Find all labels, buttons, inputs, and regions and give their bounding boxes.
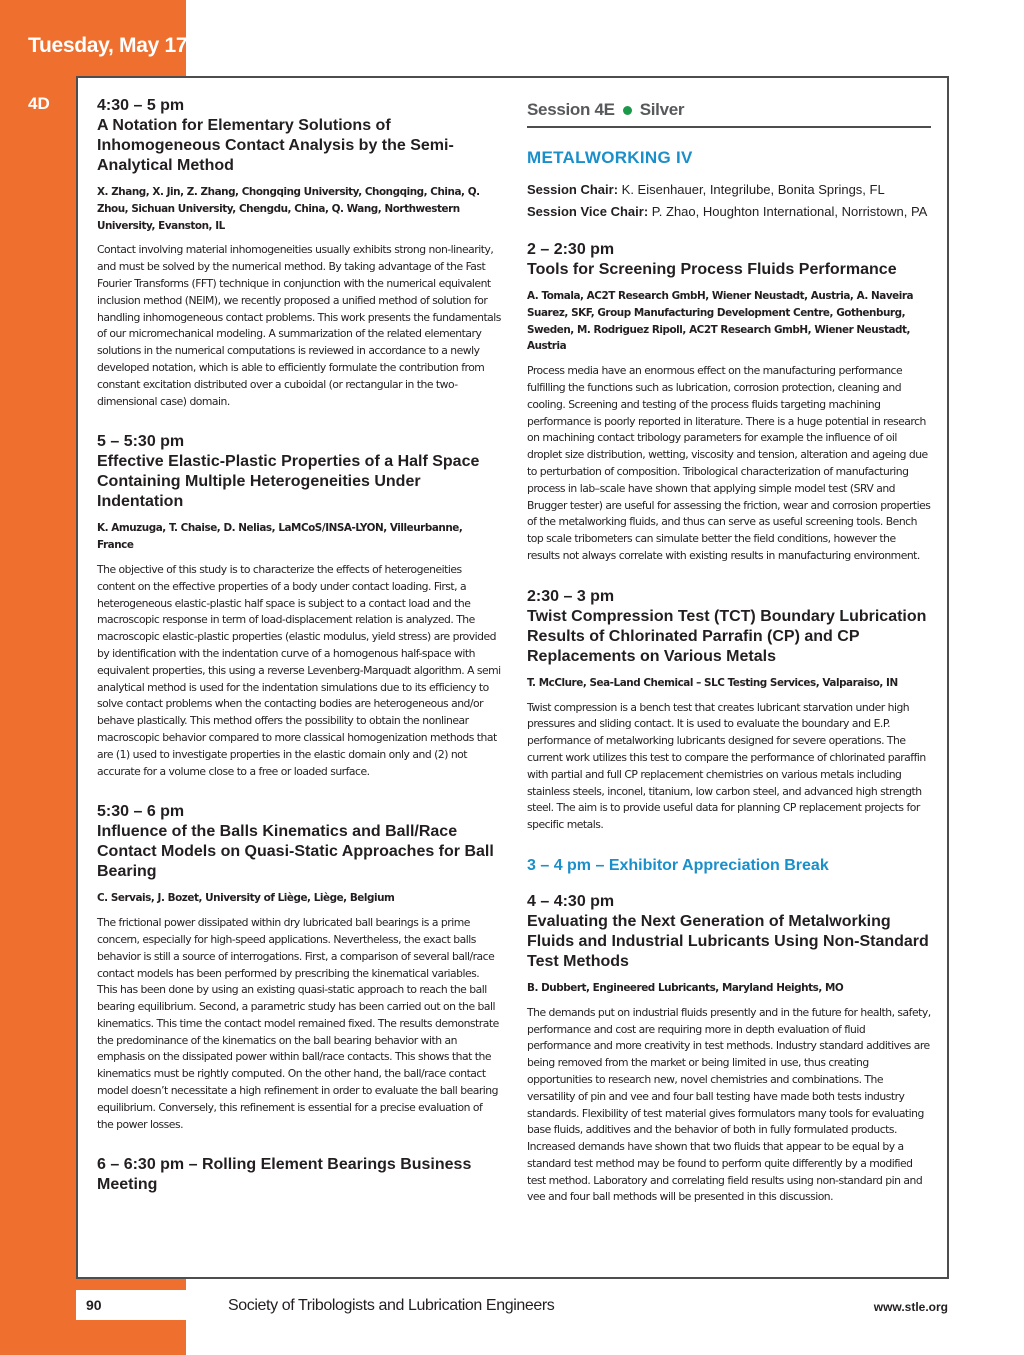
talk-item <box>97 432 501 780</box>
talk-title: Influence of the Balls Kinematics and Ball/Race Contact Models on Quasi-Static Approaches for Ball Bearing <box>97 823 494 881</box>
talk-title: Tools for Screening Process Fluids Performance <box>527 261 897 278</box>
talk-item <box>527 892 931 1206</box>
day-heading: Tuesday, May 17 <box>28 34 188 57</box>
talk-authors: C. Servais, J. Bozet, University of Liège, Liège, Belgium <box>97 892 395 905</box>
business-meeting: 6 – 6:30 pm – Rolling Element Bearings Business Meeting <box>97 1156 472 1194</box>
talk-abstract: Contact involving material inhomogeneities usually exhibits strong non-linearity, and must be solved by the numerical method. By taking advantage of the Fast Fourier Transforms (FFT) technique in conjunction with the numerical equivalent inclusion method (NEIM), we recently proposed a unified method of solution for handling inhomogeneous contact problems. This work presents the fundamentals of our micromechanical modeling. A summarization of the related elementary solutions in the numerical computations is reviewed in accordance to a newly developed notation, which is able to efficiently formulate the contribution from constant excitation distributed over a cuboidal (or rectangular in the two-dimensional case) domain. <box>97 243 501 408</box>
talk-item <box>97 802 501 1133</box>
talk-authors: T. McClure, Sea-Land Chemical – SLC Testing Services, Valparaiso, IN <box>527 676 898 689</box>
chair-label: Session Chair: <box>527 182 619 197</box>
session-code-label: 4D <box>28 94 50 113</box>
talk-abstract: Twist compression is a bench test that creates lubricant starvation under high pressures and sliding contact. It is used to evaluate the boundary and E.P. performance of metalworking lubricants designed for severe operations. The current work utilizes this test to compare the performance of chlorinated paraffin with partial and full CP replacement chemistries on various metals including stainless steels, inconel, titanium, low carbon steel, and advanced high strength steel. The aim is to provide useful data for planning CP replacement projects for specific metals. <box>527 700 926 832</box>
talk-item <box>97 96 501 410</box>
talk-title: Effective Elastic-Plastic Properties of a Half Space Containing Multiple Heterogeneities Under Indentation <box>97 453 480 511</box>
talk-item <box>527 587 931 834</box>
exhibitor-break: 3 – 4 pm – Exhibitor Appreciation Break <box>527 856 829 874</box>
talk-abstract: Process media have an enormous effect on the manufacturing performance fulfilling the functions such as lubrication, corrosion protection, cleaning and cooling. Screening and testing of the process fluids targeting machining performance is poorly reported in literature. There is a huge potential in research on machining contact tribology parameters for example the influence of oil droplet size distribution, wetting, viscosity and tension, alteration and ageing due to perturbation of composition. Tribological characterization of manufacturing process in lab–scale have shown that applying simple model test (SRV and Brugger tester) are useful for assessing the friction, wear and corrosion properties of the metalworking fluids, and thus can serve as useful screening tools. Bench top scale tribometers can simulate better the field conditions, however the results not always correlate with existing results in manufacturing environment. <box>527 364 931 562</box>
right-column <box>527 96 931 1228</box>
talk-time: 4 – 4:30 pm <box>527 892 615 910</box>
talk-abstract: The demands put on industrial fluids presently and in the future for health, safety, performance and cost are requiring more in depth evaluation of fluid performance and more creativity in test methods. Industry standard additives are being removed from the market or being limited in use, thus creating opportunities to research new, novel chemistries and combinations. The versatility of pin and vee and four ball testing have made both tests industry standards. Flexibility of test material gives formulators many tools for evaluating base fluids, additives and the behavior of both in fully formulated products. Increased demands have shown that two fluids that appear to be equal by a standard test method may be found to perform quite differently by a modified test method. Laboratory and correlating field results using non-standard pin and vee and four ball methods will be presented in this discussion. <box>527 1005 931 1204</box>
vice-chair-name: P. Zhao, Houghton International, Norristown, PA <box>651 204 928 219</box>
talk-authors: X. Zhang, X. Jin, Z. Zhang, Chongqing University, Chongqing, China, Q. Zhou, Sichuan University, Chengdu, China, Q. Wang, Northwestern University, Evanston, IL <box>97 186 480 232</box>
talk-title: Twist Compression Test (TCT) Boundary Lubrication Results of Chlorinated Parrafin (CP) and CP Replacements on Various Metals <box>527 607 927 665</box>
talk-authors: B. Dubbert, Engineered Lubricants, Maryland Heights, MO <box>527 981 844 994</box>
talk-time: 4:30 – 5 pm <box>97 97 185 114</box>
talk-title: Evaluating the Next Generation of Metalworking Fluids and Industrial Lubricants Using Non-Standard Test Methods <box>527 912 929 970</box>
footer-organization: Society of Tribologists and Lubrication Engineers <box>228 1297 555 1314</box>
session-vice-chair <box>527 204 931 220</box>
chair-name: K. Eisenhauer, Integrilube, Bonita Springs, FL <box>621 182 885 197</box>
room-name: Silver <box>639 100 685 119</box>
talk-time: 5 – 5:30 pm <box>97 433 185 451</box>
vice-chair-label: Session Vice Chair: <box>527 204 649 219</box>
session-header <box>527 100 931 128</box>
session-label: Session 4E <box>527 100 615 119</box>
talk-item <box>527 240 931 565</box>
talk-authors: K. Amuzuga, T. Chaise, D. Nelias, LaMCoS/INSA-LYON, Villeurbanne, France <box>97 522 463 552</box>
talk-time: 2 – 2:30 pm <box>527 241 615 258</box>
talk-title: A Notation for Elementary Solutions of Inhomogeneous Contact Analysis by the Semi-Analytical Method <box>97 117 454 174</box>
page-number: 90 <box>76 1290 186 1320</box>
talk-abstract: The objective of this study is to characterize the effects of heterogeneities content on the effective properties of a body under contact loading. First, a heterogeneous elastic-plastic half space is subject to a contact load and the macroscopic response in term of load-displacement relation is analyzed. The macroscopic elastic-plastic properties (elastic modulus, yield stress) are provided by identification with the indentation curve of a homogenous half-space with equivalent properties, this using a reverse Levenberg-Marquadt algorithm. A semi analytical method is used for the indentation simulations due to its efficiency to solve contact problems when the contacting bodies are heterogeneous and/or behave plastically. This method offers the possibility to obtain the nonlinear macroscopic behavior compared to more classical homogenization methods that are (1) used to investigate properties in the elastic domain only and (2) not accurate for a volume close to a free or loaded surface. <box>97 562 501 778</box>
session-chair <box>527 182 931 198</box>
talk-abstract: The frictional power dissipated within dry lubricated ball bearings is a prime concern, especially for high-speed applications. Nevertheless, the exact balls behavior is still a source of interrogations. First, a comparison of several ball/race contact models has been performed by prescribing the kinematical variables. This has been done by using an existing quasi-static approach to reach the ball bearing equilibrium. Second, a parametric study has been carried out on the ball kinematics. This time the contact model remained fixed. The results demonstrate the predominance of the kinematics on the ball bearing behavior with an emphasis on the dissipated power within ball/race contacts. This shows that the kinematics must be rightly computed. On the other hand, the ball/race contact model doesn’t necessitate a high refinement in order to evaluate the ball bearing equilibrium. Conversely, this refinement is essential for a precise evaluation of the power losses. <box>97 916 499 1131</box>
program-content-box <box>76 76 949 1279</box>
talk-time: 5:30 – 6 pm <box>97 803 185 821</box>
talk-authors: A. Tomala, AC2T Research GmbH, Wiener Neustadt, Austria, A. Naveira Suarez, SKF, Group Manufacturing Development Centre, Gothenburg, Sweden, M. Rodriguez Ripoll, AC2T Research GmbH, Wiener Neustadt, Austria <box>527 290 914 353</box>
talk-time: 2:30 – 3 pm <box>527 587 615 605</box>
session-title: METALWORKING IV <box>527 148 693 167</box>
left-column <box>97 96 501 1195</box>
room-dot-icon <box>623 106 632 115</box>
footer-url: www.stle.org <box>873 1300 948 1314</box>
